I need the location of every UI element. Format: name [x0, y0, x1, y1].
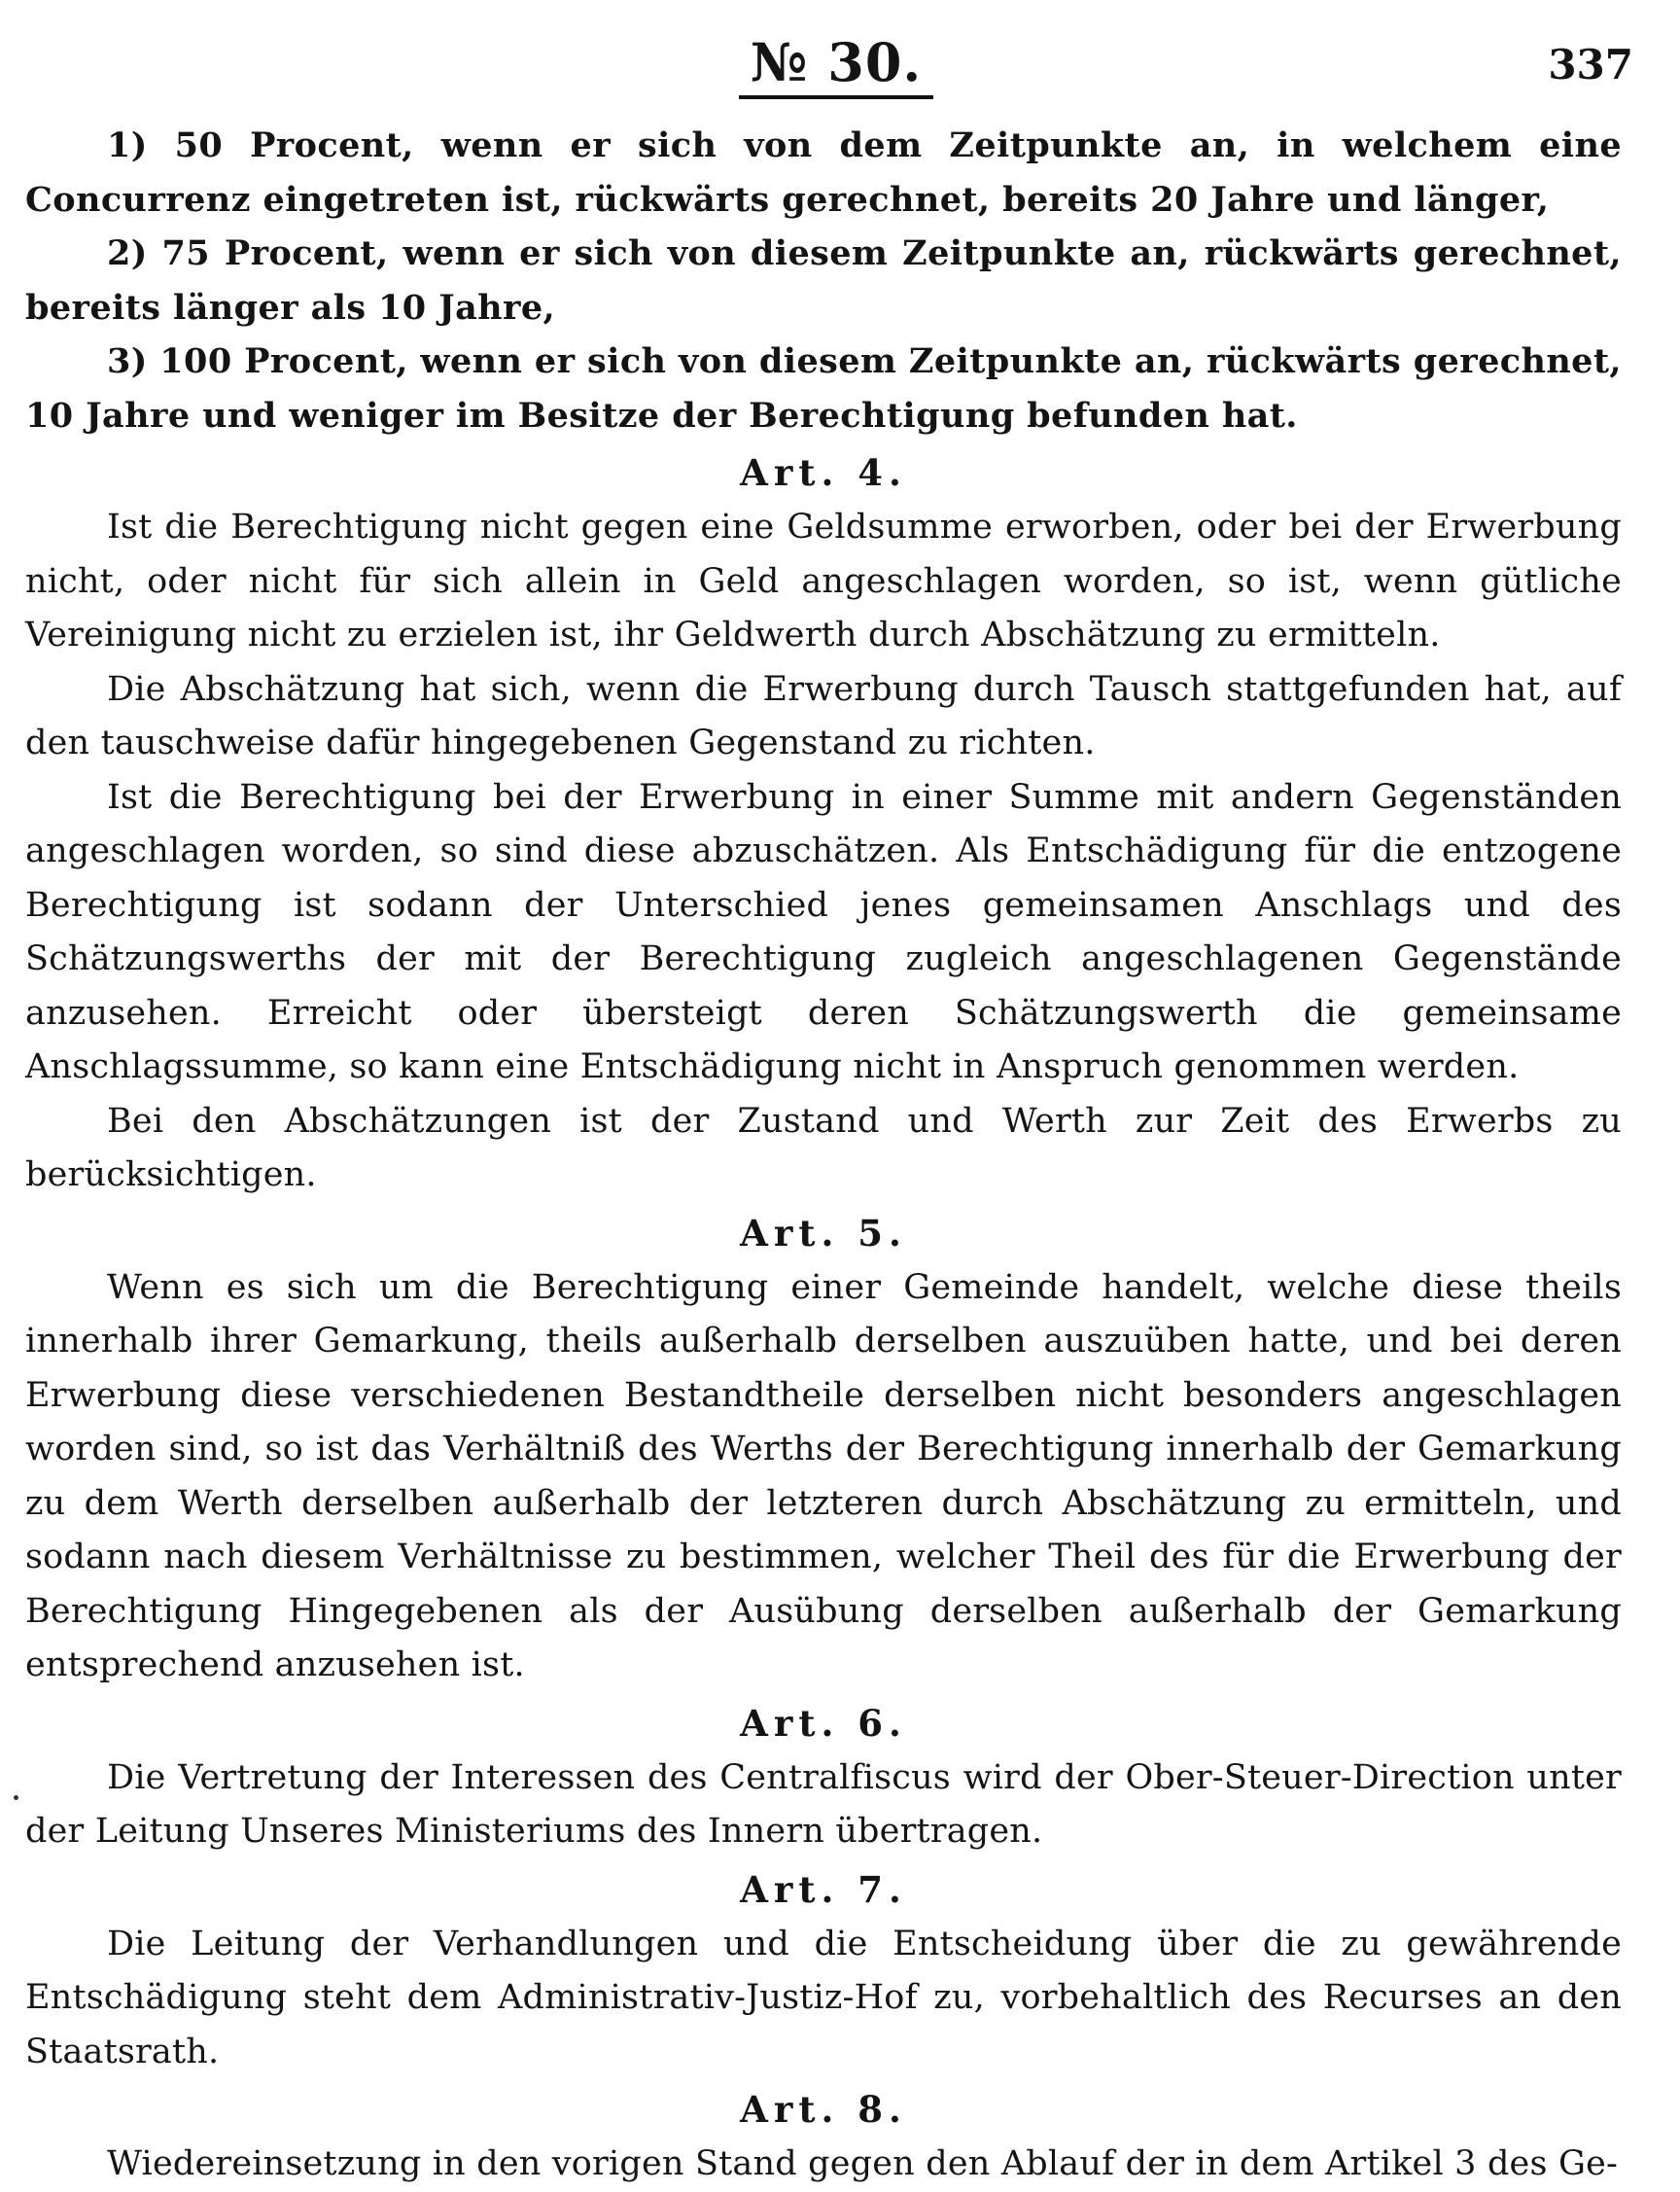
article-4-paragraph-1: Ist die Berechtigung nicht gegen eine Geldsumme erworben, oder bei der Erwerbung nicht, oder nicht für sich allein in Geld angeschlagen worden, so ist, wenn gütliche Vereinigung nicht zu erzielen ist, ihr Geldwerth durch Abschätzung zu ermitteln.: [25, 508, 1622, 654]
article-heading-4: Art. 4.: [740, 451, 907, 494]
print-speck: [14, 1795, 18, 1800]
article-heading-6: Art. 6.: [740, 1701, 907, 1745]
list-item-75-percent: 2) 75 Procent, wenn er sich von diesem Zeitpunkte an, rückwärts gerechnet, bereits länger als 10 Jahre,: [25, 233, 1622, 328]
article-8-paragraph-1: Wiedereinsetzung in den vorigen Stand gegen den Ablauf der in dem Artikel 3 des Ge-: [107, 2144, 1619, 2183]
list-item-50-percent: 1) 50 Procent, wenn er sich von dem Zeitpunkte an, in welchem eine Concurrenz eingetreten ist, rückwärts gerechnet, bereits 20 Jahre und länger,: [25, 125, 1622, 220]
article-heading-5: Art. 5.: [740, 1211, 907, 1255]
article-7-paragraph-1: Die Leitung der Verhandlungen und die Entscheidung über die zu gewährende Entschädigung steht dem Administrativ-Justiz-Hof zu, vorbehaltlich des Recurses an den Staatsrath.: [25, 1924, 1622, 2071]
article-4-paragraph-3: Ist die Berechtigung bei der Erwerbung in einer Summe mit andern Gegenständen angeschlagen worden, so sind diese abzuschätzen. Als Entschädigung für die entzogene Berechtigung ist sodann der Unterschied jenes gemeinsamen Anschlags und des Schätzungswerths der mit der Berechtigung zugleich angeschlagenen Gegenstände anzusehen. Erreicht oder übersteigt deren Schätzungswerth die gemeinsame Anschlagssumme, so kann eine Entschädigung nicht in Anspruch genommen werden.: [25, 777, 1622, 1086]
body-text: [25, 119, 1622, 2192]
issue-number: № 30.: [739, 31, 933, 99]
page-header: [0, 27, 1680, 105]
page-number: 337: [1548, 41, 1633, 88]
article-4-paragraph-2: Die Abschätzung hat sich, wenn die Erwerbung durch Tausch stattgefunden hat, auf den tauschweise dafür hingegebenen Gegenstand zu richten.: [25, 669, 1622, 762]
list-item-100-percent: 3) 100 Procent, wenn er sich von diesem Zeitpunkte an, rückwärts gerechnet, 10 Jahre und weniger im Besitze der Berechtigung befunden hat.: [25, 341, 1622, 436]
article-heading-8: Art. 8.: [740, 2088, 907, 2131]
article-heading-7: Art. 7.: [740, 1867, 907, 1911]
article-4-paragraph-4: Bei den Abschätzungen ist der Zustand und Werth zur Zeit des Erwerbs zu berücksichtigen.: [25, 1101, 1622, 1194]
article-6-paragraph-1: Die Vertretung der Interessen des Centralfiscus wird der Ober-Steuer-Direction unter der Leitung Unseres Ministeriums des Innern übertragen.: [25, 1757, 1622, 1851]
article-5-paragraph-1: Wenn es sich um die Berechtigung einer Gemeinde handelt, welche diese theils innerhalb ihrer Gemarkung, theils außerhalb derselben auszuüben hatte, und bei deren Erwerbung diese verschiedenen Bestandtheile derselben nicht besonders angeschlagen worden sind, so ist das Verhältniß des Werths der Berechtigung innerhalb der Gemarkung zu dem Werth derselben außerhalb der letzteren durch Abschätzung zu ermitteln, und sodann nach diesem Verhältnisse zu bestimmen, welcher Theil des für die Erwerbung der Berechtigung Hingegebenen als der Ausübung derselben außerhalb der Gemarkung entsprechend anzusehen ist.: [25, 1267, 1622, 1684]
